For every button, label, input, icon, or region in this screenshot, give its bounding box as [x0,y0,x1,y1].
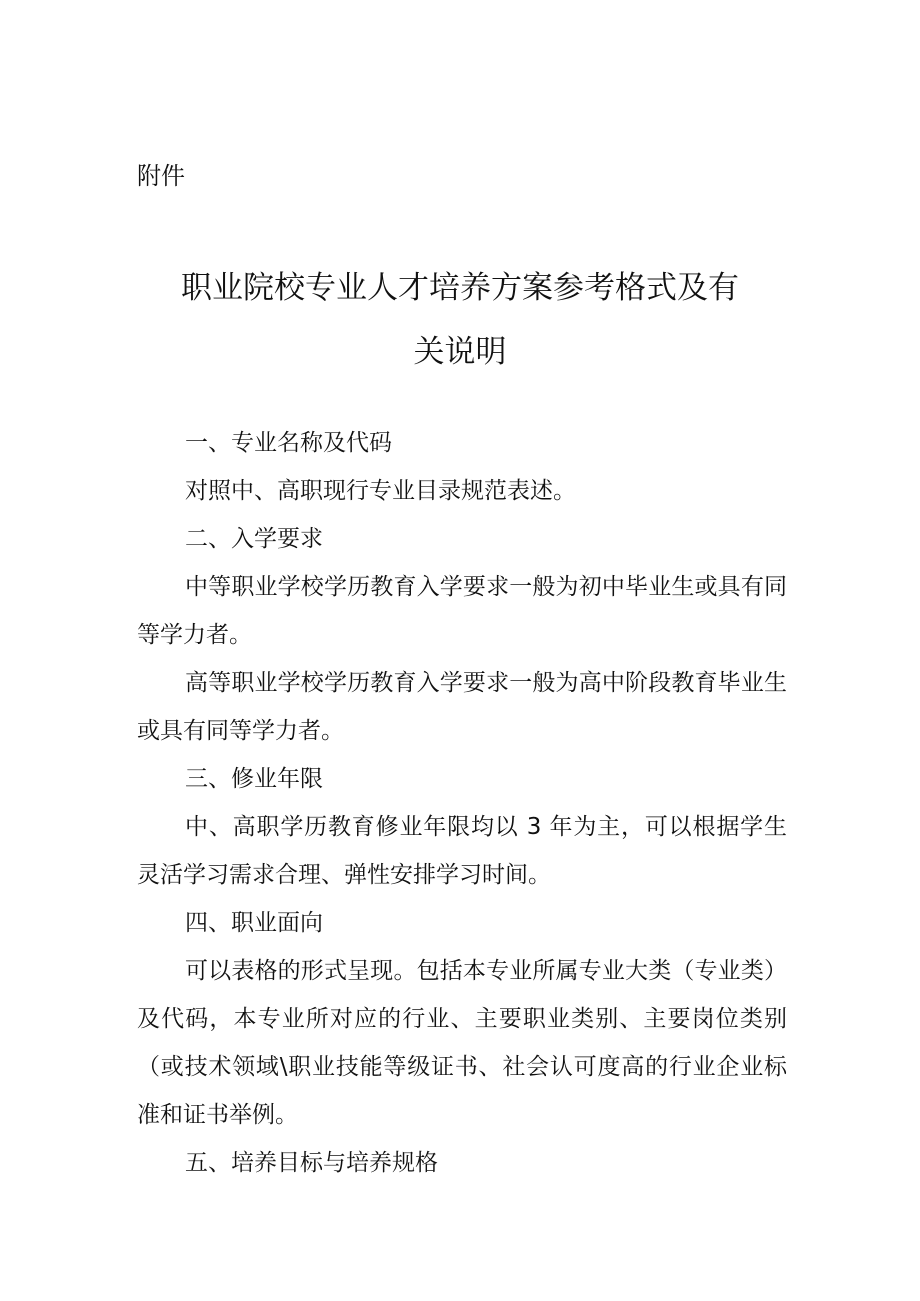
document-body [137,419,787,1187]
section-3-heading: 三、修业年限 [185,766,323,792]
section-1-heading: 一、专业名称及代码 [185,430,392,456]
section-2-paragraph-2: 高等职业学校学历教育入学要求一般为高中阶段教育毕业生或具有同等学力者。 [137,670,787,744]
section-3-paragraph-1: 中、高职学历教育修业年限均以 3 年为主，可以根据学生灵活学习需求合理、弹性安排学习时间。 [137,814,787,888]
attachment-label: 附件 [137,162,185,190]
title-line-1: 职业院校专业人才培养方案参考格式及有 [181,270,739,306]
document-title [140,256,780,384]
section-1-paragraph-1: 对照中、高职现行专业目录规范表述。 [185,478,576,504]
section-2-paragraph-1: 中等职业学校学历教育入学要求一般为初中毕业生或具有同等学力者。 [137,574,787,648]
section-4-heading: 四、职业面向 [185,910,323,936]
title-line-2: 关说明 [413,334,507,370]
section-5-heading: 五、培养目标与培养规格 [185,1150,438,1176]
section-2-heading: 二、入学要求 [185,526,323,552]
section-4-paragraph-1: 可以表格的形式呈现。包括本专业所属专业大类（专业类）及代码，本专业所对应的行业、主要职业类别、主要岗位类别（或技术领域\职业技能等级证书、社会认可度高的行业企业标准和证书举例。 [137,958,787,1128]
